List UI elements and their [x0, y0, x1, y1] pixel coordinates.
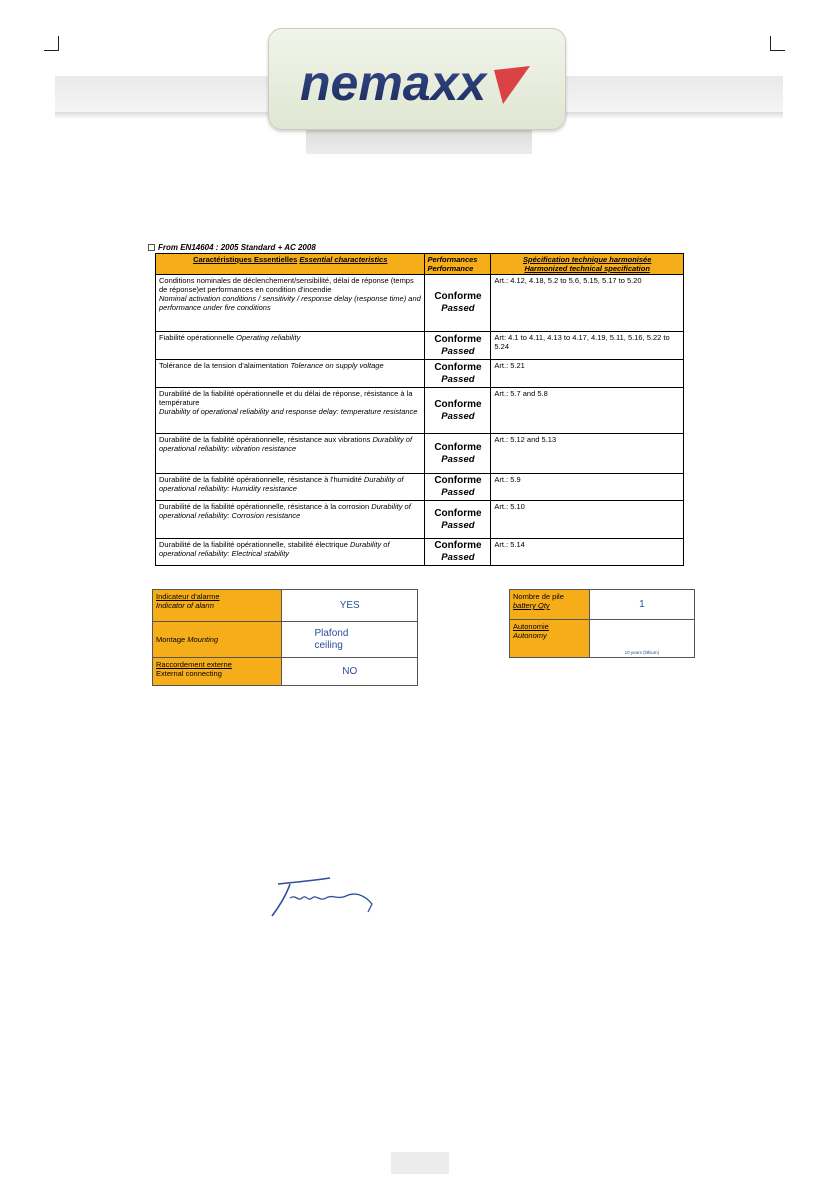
char-en: Durability of operational reliability and response delay: temperature resistance	[159, 407, 418, 416]
crop-mark-top-left	[44, 36, 59, 51]
char-en: Durability of operational reliability: vibration resistance	[159, 435, 413, 453]
table-row	[156, 434, 684, 474]
table-row	[156, 388, 684, 434]
row-performance	[425, 539, 491, 566]
row-spec: Art.: 5.21	[491, 360, 684, 388]
attr-fr: Raccordement externe	[156, 660, 232, 669]
conforme-label: Conforme	[434, 291, 482, 303]
attr-en: Indicator of alarm	[156, 601, 214, 610]
attribute-value	[282, 622, 418, 658]
page-number-tab	[391, 1152, 449, 1174]
passed-label: Passed	[441, 345, 475, 357]
row-performance	[425, 360, 491, 388]
attribute-value: YES	[282, 590, 418, 622]
passed-label: Passed	[441, 453, 475, 465]
table-row	[156, 332, 684, 360]
char-fr: Tolérance de la tension d'alaimentation	[159, 361, 289, 370]
row-performance	[425, 474, 491, 501]
attribute-row	[510, 620, 695, 658]
passed-label: Passed	[441, 552, 475, 564]
attr-en: External connecting	[156, 669, 222, 678]
row-spec: Art.: 5.7 and 5.8	[491, 388, 684, 434]
mounting-value-fr: Plafond	[314, 628, 349, 639]
conforme-label: Conforme	[434, 507, 482, 519]
table-row	[156, 275, 684, 332]
row-spec: Art.: 5.9	[491, 474, 684, 501]
row-performance	[425, 434, 491, 474]
attribute-row	[153, 622, 418, 658]
mounting-value-en: ceiling	[314, 639, 343, 651]
attribute-label	[153, 622, 282, 658]
row-characteristic	[156, 434, 425, 474]
attribute-value: 1	[589, 590, 694, 620]
row-spec: Art.: 5.10	[491, 501, 684, 539]
row-performance	[425, 275, 491, 332]
row-characteristic	[156, 360, 425, 388]
attr-en: Autonomy	[513, 631, 547, 640]
conforme-label: Conforme	[434, 540, 482, 552]
characteristics-table	[155, 253, 684, 566]
logo-plate-foot	[306, 128, 532, 154]
char-fr: Durabilité de la fiabilité opérationnelle et du délai de réponse, résistance à la température	[159, 389, 413, 407]
header-performance	[425, 254, 491, 275]
table-row	[156, 474, 684, 501]
attribute-label	[153, 590, 282, 622]
header-characteristics	[156, 254, 425, 275]
table-row	[156, 360, 684, 388]
attr-en: battery Qty	[513, 601, 550, 610]
standard-title-text: From EN14604 : 2005 Standard + AC 2008	[158, 243, 316, 252]
char-fr: Durabilité de la fiabilité opérationnelle, résistance à l'humidité	[159, 475, 362, 484]
passed-label: Passed	[441, 303, 475, 315]
header-char-en: Essential characteristics	[299, 255, 388, 264]
attr-fr: Autonomie	[513, 622, 549, 631]
char-fr: Durabilité de la fiabilité opérationnelle, résistance aux vibrations	[159, 435, 371, 444]
header-spec-fr: Spécification technique harmonisée	[523, 255, 652, 264]
conforme-label: Conforme	[434, 361, 482, 373]
attribute-label	[153, 658, 282, 686]
attribute-value: 10 years (lithium)	[589, 620, 694, 658]
attribute-label	[510, 590, 590, 620]
logo-wordmark: nemaxx	[300, 56, 487, 111]
nemaxx-logo	[298, 56, 538, 116]
row-characteristic	[156, 332, 425, 360]
device-attributes-table	[152, 589, 418, 686]
row-characteristic	[156, 501, 425, 539]
row-spec: Art.: 4.12, 4.18, 5.2 to 5.6, 5.15, 5.17 to 5.20	[491, 275, 684, 332]
row-spec: Art: 4.1 to 4.11, 4.13 to 4.17, 4.19, 5.11, 5.16, 5.22 to 5.24	[491, 332, 684, 360]
row-characteristic	[156, 539, 425, 566]
passed-label: Passed	[441, 487, 475, 499]
row-performance	[425, 501, 491, 539]
attr-en: Mounting	[187, 635, 219, 644]
attr-fr: Indicateur d'alarme	[156, 592, 220, 601]
header-char-fr: Caractéristiques Essentielles	[193, 255, 298, 264]
char-en: Durability of operational reliability: Corrosion resistance	[159, 502, 411, 520]
header-specification	[491, 254, 684, 275]
row-characteristic	[156, 275, 425, 332]
char-en: Durability of operational reliability: Electrical stability	[159, 540, 390, 558]
char-en: Operating reliability	[236, 333, 301, 342]
conforme-label: Conforme	[434, 441, 482, 453]
conforme-label: Conforme	[434, 475, 482, 487]
char-fr: Conditions nominales de déclenchement/sensibilité, délai de réponse (temps de réponse)et performances en condition d'incendie	[159, 276, 414, 294]
battery-attributes-table	[509, 589, 695, 658]
row-performance	[425, 332, 491, 360]
char-en: Durability of operational reliability: Humidity resistance	[159, 475, 404, 493]
header-spec-en: Harmonized technical specification	[524, 264, 650, 273]
table-row	[156, 501, 684, 539]
expand-box-icon	[148, 244, 155, 251]
row-characteristic	[156, 388, 425, 434]
char-fr: Durabilité de la fiabilité opérationnelle, résistance à la corrosion	[159, 502, 370, 511]
attribute-row	[153, 590, 418, 622]
char-fr: Durabilité de la fiabilité opérationnelle, stabilité électrique	[159, 540, 348, 549]
row-spec: Art.: 5.12 and 5.13	[491, 434, 684, 474]
char-en: Nominal activation conditions / sensitivity / response delay (response time) and performance under fire conditions	[159, 294, 421, 312]
table-row	[156, 539, 684, 566]
conforme-label: Conforme	[434, 398, 482, 410]
attribute-value: NO	[282, 658, 418, 686]
crop-mark-top-right	[770, 36, 785, 51]
conforme-label: Conforme	[434, 333, 482, 345]
header-perf-en: Performance	[427, 264, 474, 273]
passed-label: Passed	[441, 410, 475, 422]
logo-red-accent	[494, 66, 530, 104]
attribute-row	[153, 658, 418, 686]
passed-label: Passed	[441, 519, 475, 531]
attr-fr: Montage	[156, 635, 186, 644]
row-spec: Art.: 5.14	[491, 539, 684, 566]
attribute-row	[510, 590, 695, 620]
attr-fr: Nombre de pile	[513, 592, 564, 601]
char-fr: Fiabilité opérationnelle	[159, 333, 235, 342]
passed-label: Passed	[441, 373, 475, 385]
header-perf-fr: Performances	[427, 255, 478, 264]
char-en: Tolerance on supply voltage	[290, 361, 384, 370]
row-characteristic	[156, 474, 425, 501]
table-header-row	[156, 254, 684, 275]
attribute-label	[510, 620, 590, 658]
signature	[268, 876, 378, 921]
standard-title	[148, 243, 316, 252]
row-performance	[425, 388, 491, 434]
